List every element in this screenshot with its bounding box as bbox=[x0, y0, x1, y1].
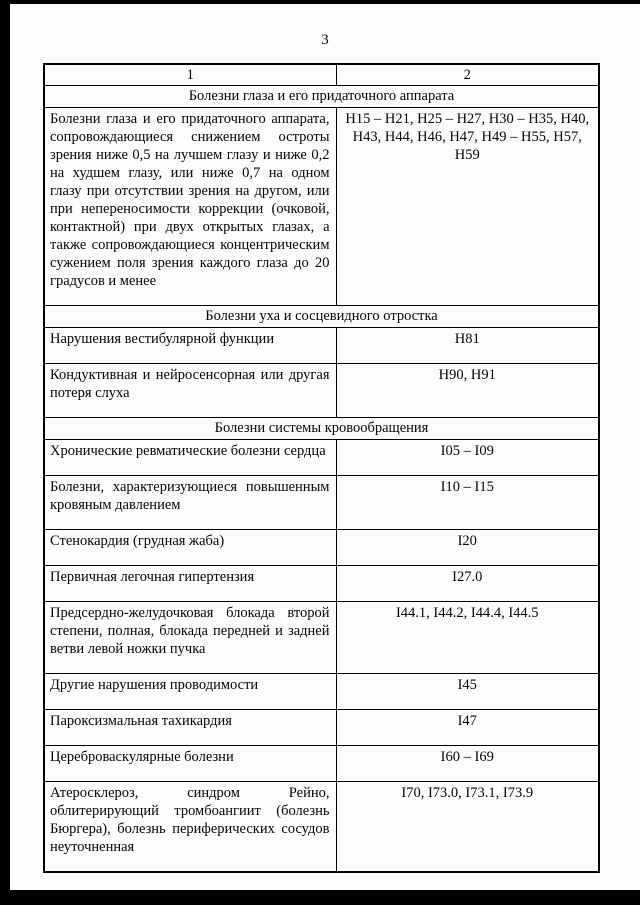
table-body bbox=[44, 86, 599, 873]
disease-codes: I05 – I09 bbox=[336, 440, 599, 476]
disease-name: Пароксизмальная тахикардия bbox=[44, 710, 336, 746]
disease-codes: I45 bbox=[336, 674, 599, 710]
disease-codes-table bbox=[43, 63, 600, 873]
disease-name: Предсердно-желудочковая блокада второй степени, полная, блокада передней и задней ветви левой ножки пучка bbox=[44, 602, 336, 674]
disease-name: Болезни, характеризующиеся повышенным кровяным давлением bbox=[44, 476, 336, 530]
section-header-row bbox=[44, 418, 599, 440]
table-row bbox=[44, 364, 599, 418]
table-row bbox=[44, 476, 599, 530]
disease-name: Первичная легочная гипертензия bbox=[44, 566, 336, 602]
section-header-row bbox=[44, 86, 599, 108]
table-row bbox=[44, 108, 599, 306]
column-header-2: 2 bbox=[336, 64, 599, 86]
table-row bbox=[44, 674, 599, 710]
column-header-row bbox=[44, 64, 599, 86]
disease-name: Другие нарушения проводимости bbox=[44, 674, 336, 710]
section-header: Болезни системы кровообращения bbox=[44, 418, 599, 440]
table-row bbox=[44, 328, 599, 364]
table-row bbox=[44, 782, 599, 873]
disease-name: Болезни глаза и его придаточного аппарата, сопровождающиеся снижением остроты зрения ниже 0,5 на лучшем глазу и ниже 0,2 на худшем глазу, или ниже 0,7 на одном глазу при отсутствии зрения на другом, или при непереносимости коррекции (очковой, контактной) при двух открытых глазах, а также сопровождающиеся концентрическим сужением поля зрения каждого глаза до 20 градусов и менее bbox=[44, 108, 336, 306]
column-header-1: 1 bbox=[44, 64, 336, 86]
disease-codes: H15 – H21, H25 – H27, H30 – H35, H40, H43, H44, H46, H47, H49 – H55, H57, H59 bbox=[336, 108, 599, 306]
document-page bbox=[10, 4, 640, 890]
table-row bbox=[44, 710, 599, 746]
disease-name: Атеросклероз, синдром Рейно, облитерирующий тромбоангиит (болезнь Бюргера), болезнь периферических сосудов неуточненная bbox=[44, 782, 336, 873]
disease-codes: I70, I73.0, I73.1, I73.9 bbox=[336, 782, 599, 873]
scan-edge-left bbox=[0, 0, 10, 905]
section-header: Болезни уха и сосцевидного отростка bbox=[44, 306, 599, 328]
section-header: Болезни глаза и его придаточного аппарата bbox=[44, 86, 599, 108]
disease-name: Стенокардия (грудная жаба) bbox=[44, 530, 336, 566]
table-row bbox=[44, 746, 599, 782]
disease-name: Кондуктивная и нейросенсорная или другая потеря слуха bbox=[44, 364, 336, 418]
disease-codes: I20 bbox=[336, 530, 599, 566]
disease-name: Цереброваскулярные болезни bbox=[44, 746, 336, 782]
disease-codes: I10 – I15 bbox=[336, 476, 599, 530]
disease-codes: H90, H91 bbox=[336, 364, 599, 418]
section-header-row bbox=[44, 306, 599, 328]
table-row bbox=[44, 566, 599, 602]
disease-codes: I60 – I69 bbox=[336, 746, 599, 782]
disease-codes: I27.0 bbox=[336, 566, 599, 602]
page-number: 3 bbox=[321, 32, 329, 48]
table-row bbox=[44, 440, 599, 476]
disease-codes: I47 bbox=[336, 710, 599, 746]
disease-name: Нарушения вестибулярной функции bbox=[44, 328, 336, 364]
table-row bbox=[44, 602, 599, 674]
disease-name: Хронические ревматические болезни сердца bbox=[44, 440, 336, 476]
disease-codes: I44.1, I44.2, I44.4, I44.5 bbox=[336, 602, 599, 674]
scan-edge-bottom bbox=[0, 890, 640, 905]
table-row bbox=[44, 530, 599, 566]
disease-codes: H81 bbox=[336, 328, 599, 364]
